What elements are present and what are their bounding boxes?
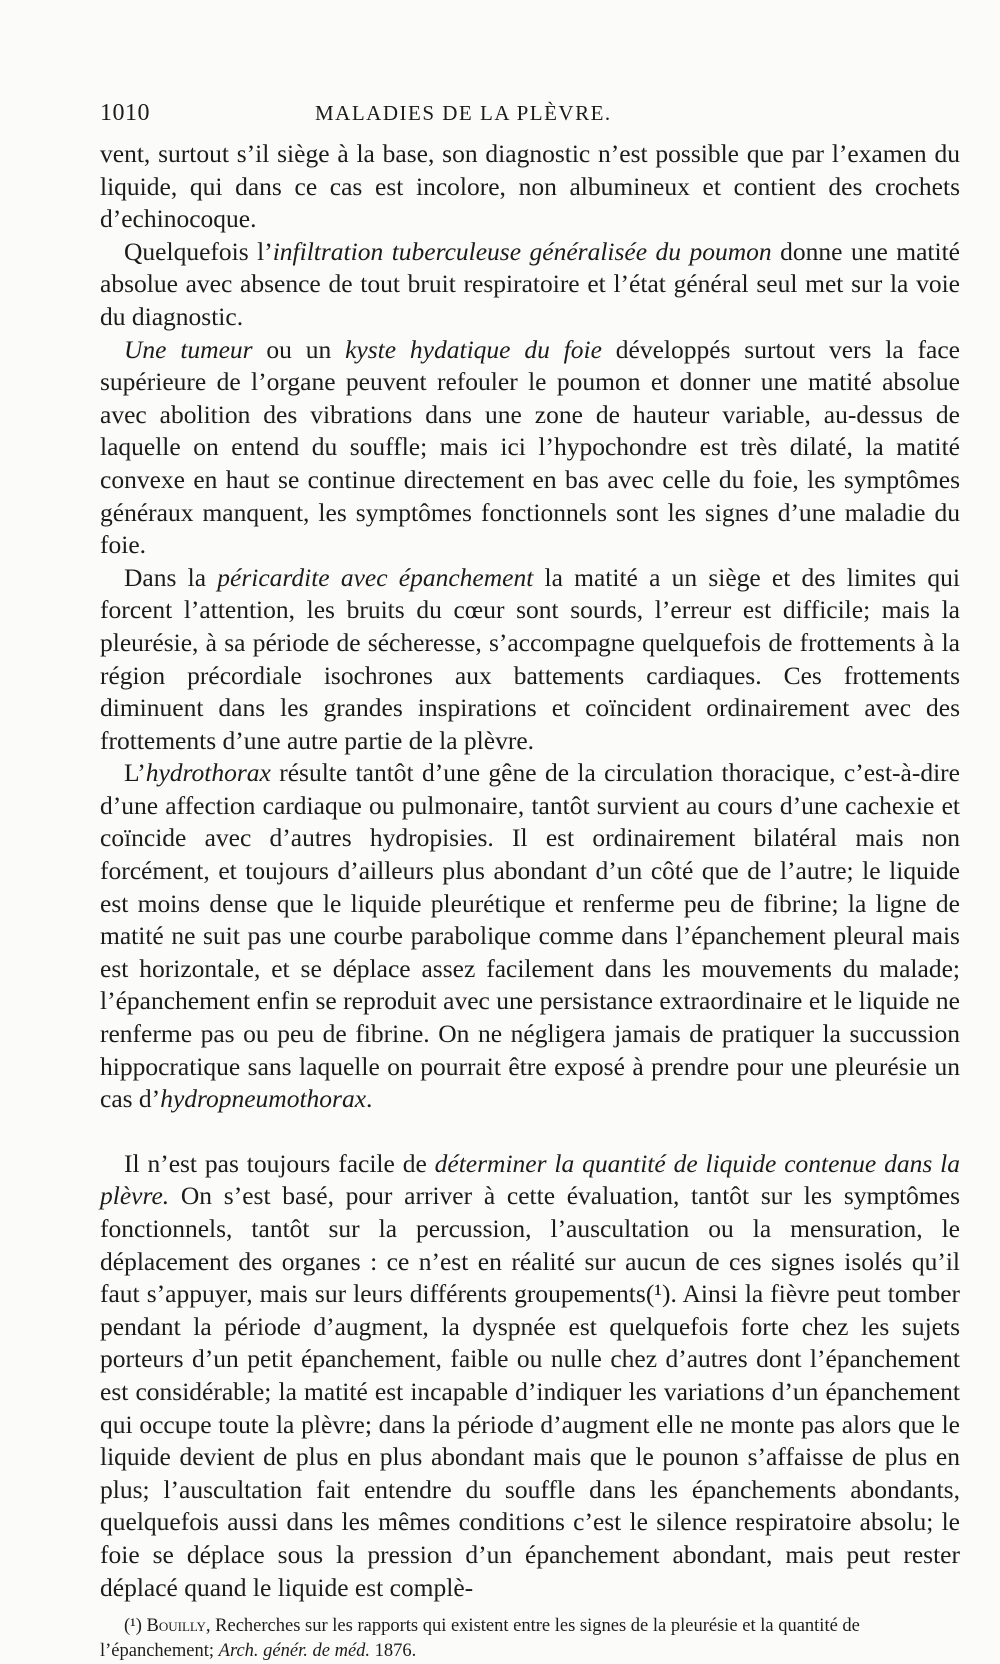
text-run: L’: [124, 758, 146, 788]
paragraph-continuation: vent, surtout s’il siège à la base, son diagnostic n’est possible que par l’examen du liquide, qui dans ce cas est incolore, non albumineux et contient des crochets d’echinocoque.: [100, 139, 960, 234]
text-run: . Ainsi la fièvre peut tomber pendant la période d’augment, la dyspnée est quelquefois forte chez les sujets porteurs d’un petit épanchement, faible ou nulle chez d’autres dont l’épanchement est considérable; la matité est incapable d’indiquer les variations d’un épanchement qui occupe toute la plèvre; dans la période d’augment elle ne monte pas alors que le liquide devient de plus en plus abondant mais que le pounon s’affaisse de plus en plus; l’auscultation fait entendre du souffle dans les épanchements abondants, quelquefois aussi dans les mêmes conditions c’est le silence respiratoire absolu; le foie se déplace sous la pression d’un épanchement abondant, mais peut rester déplacé quand le liquide est complè-: [100, 1279, 961, 1602]
book-page: [100, 100, 960, 1664]
running-title: MALADIES DE LA PLÈVRE.: [315, 101, 612, 125]
italic-term: kyste hydatique du foie: [345, 334, 602, 364]
footnote-marker: (¹): [124, 1616, 142, 1637]
paragraph-pericardite: [100, 562, 960, 758]
italic-term: déterminer la quantité de liquide contenue dans la plèvre.: [100, 1148, 961, 1211]
italic-term: Une tumeur: [124, 334, 253, 364]
italic-term: hydrothorax: [145, 758, 271, 788]
italic-term: péricardite avec épanchement: [217, 562, 534, 592]
text-run: ou un: [252, 334, 346, 364]
text-run: Il n’est pas toujours facile de: [124, 1148, 435, 1178]
text-run: résulte tantôt d’une gêne de la circulation thoracique, c’est-à-dire d’une affection cardiaque ou pulmonaire, tantôt survient au cours d’une cachexie et coïncide avec d’autres hydropisies. Il est ordinairement bilatéral mais non forcément, et toujours d’ailleurs plus abondant d’un côté que de l’autre; le liquide est moins dense que le liquide pleurétique et renferme peu de fibrine; la ligne de matité ne suit pas une courbe parabolique comme dans l’épanchement pleural mais est horizontale, et se déplace assez facilement dans les mouvements du malade; l’épanchement enfin se reproduit avec une persistance extraordinaire et le liquide ne renferme pas ou peu de fibrine. On ne négligera jamais de pratiquer la succussion hippocratique sans laquelle on pourrait être exposé à prendre pour une pleurésie un cas d’: [100, 758, 960, 1114]
footnote-author: Bouilly: [146, 1616, 206, 1637]
text-run: , Recherches sur les rapports qui existent entre les signes de la pleurésie et la quantité de l’épanchement;: [100, 1616, 860, 1662]
paragraph-tumeur: [100, 334, 960, 562]
text-run: .: [366, 1084, 373, 1114]
text-run: la matité a un siège et des limites qui forcent l’attention, les bruits du cœur sont sourds, l’erreur est difficile; mais la pleurésie, à sa période de sécheresse, s’accompagne quelquefois de frottements à la région précordiale isochrones aux battements cardiaques. Ces frottements diminuent dans les grandes inspirations et coïncident ordinairement avec des frottements d’une autre partie de la plèvre.: [100, 562, 960, 755]
text-run: 1876.: [370, 1641, 417, 1662]
paragraph-hydrothorax: [100, 757, 960, 1116]
paragraph-quantite: [100, 1148, 960, 1604]
text-run: On s’est basé, pour arriver à cette évaluation, tantôt sur les symptômes fonctionnels, tantôt sur la percussion, l’auscultation ou la mensuration, le déplacement des organes : ce n’est en réalité sur aucun de ces signes isolés qu’il faut s’appuyer, mais sur leurs différents groupements: [100, 1181, 960, 1309]
page-number: 1010: [100, 100, 150, 126]
italic-term: infiltration tuberculeuse généralisée du poumon: [272, 236, 772, 266]
footnote: [100, 1614, 960, 1664]
text-run: donne une matité absolue avec absence de tout bruit respiratoire et l’état général seul met sur la voie du diagnostic.: [100, 236, 960, 331]
footnote-journal: Arch. génér. de méd.: [218, 1641, 371, 1662]
text-run: Dans la: [124, 562, 218, 592]
footnote-reference: (¹): [645, 1279, 671, 1309]
page-body: [100, 138, 960, 1664]
page-header: [100, 100, 960, 136]
paragraph-infiltration: [100, 236, 960, 334]
italic-term: hydropneumothorax: [160, 1084, 367, 1114]
text-run: Quelquefois l’: [124, 236, 273, 266]
text-run: développés surtout vers la face supérieure de l’organe peuvent refouler le poumon et donner une matité absolue avec abolition des vibrations dans une zone de hauteur variable, au-dessus de laquelle on entend du souffle; mais ici l’hypochondre est très dilaté, la matité convexe en haut se continue directement en bas avec celle du foie, les symptômes généraux manquent, les symptômes fonctionnels sont les signes d’une maladie du foie.: [100, 334, 960, 560]
